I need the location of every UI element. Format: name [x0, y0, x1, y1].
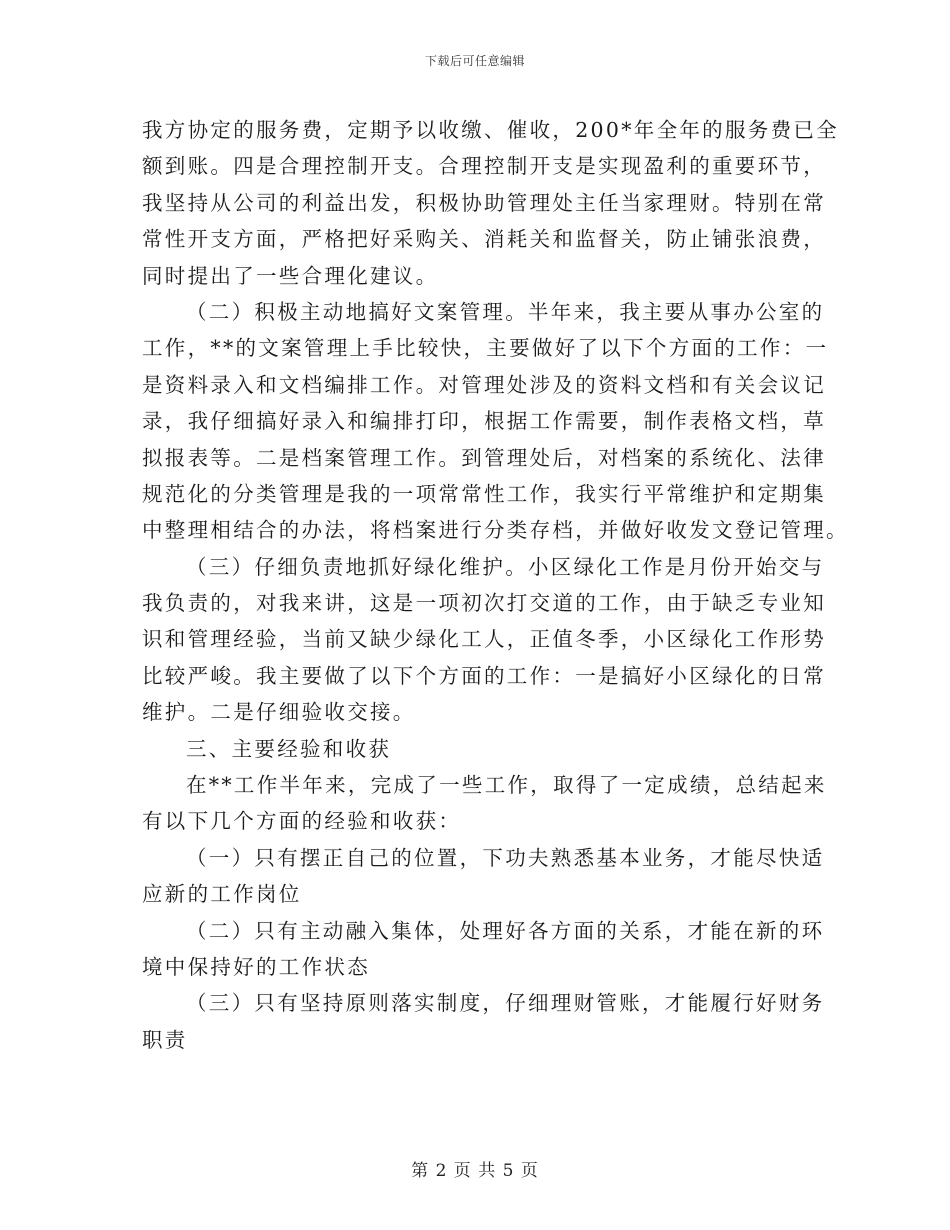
- text-line: 比较严峻。我主要做了以下个方面的工作：一是搞好小区绿化的日常: [142, 663, 826, 688]
- text-line: 录，我仔细搞好录入和编排打印，根据工作需要，制作表格文档，草: [142, 409, 826, 434]
- text-line: 我负责的，对我来讲，这是一项初次打交道的工作，由于缺乏专业知: [142, 591, 826, 616]
- text-line: 中整理相结合的办法，将档案进行分类存档，并做好收发文登记管理。: [142, 518, 849, 543]
- text-line: 拟报表等。二是档案管理工作。到管理处后，对档案的系统化、法律: [142, 445, 826, 470]
- page-header: 下载后可任意编辑: [424, 54, 525, 68]
- text-line: 职责: [142, 1027, 188, 1052]
- section-heading: 三、主要经验和收获: [186, 736, 392, 761]
- text-line: 是资料录入和文档编排工作。对管理处涉及的资料文档和有关会议记: [142, 372, 826, 397]
- text-line: 我坚持从公司的利益出发，积极协助管理处主任当家理财。特别在常: [142, 190, 826, 215]
- text-line: 我方协定的服务费，定期予以收缴、催收，200*年全年的服务费已全: [142, 118, 839, 142]
- paragraph-first-line: （三）仔细负责地抓好绿化维护。小区绿化工作是月份开始交与: [186, 554, 825, 579]
- paragraph-first-line: （二）积极主动地搞好文案管理。半年来，我主要从事办公室的: [186, 299, 825, 324]
- page-number: 第 2 页 共 5 页: [411, 1161, 539, 1181]
- text-line: 有以下几个方面的经验和收获：: [142, 809, 462, 834]
- text-line: 工作，**的文案管理上手比较快，主要做好了以下个方面的工作：一: [142, 336, 829, 361]
- text-line: 同时提出了一些合理化建议。: [142, 263, 439, 288]
- text-line: 额到账。四是合理控制开支。合理控制开支是实现盈利的重要环节，: [142, 154, 826, 179]
- text-line: 维护。二是仔细验收交接。: [142, 700, 416, 725]
- text-line: 识和管理经验，当前又缺少绿化工人，正值冬季，小区绿化工作形势: [142, 627, 826, 652]
- text-line: 规范化的分类管理是我的一项常常性工作，我实行平常维护和定期集: [142, 481, 826, 506]
- paragraph-first-line: （一）只有摆正自己的位置，下功夫熟悉基本业务，才能尽快适: [186, 845, 825, 870]
- paragraph-first-line: （三）只有坚持原则落实制度，仔细理财管账，才能履行好财务: [186, 991, 825, 1016]
- text-line: 应新的工作岗位: [142, 882, 302, 907]
- text-line: 常性开支方面，严格把好采购关、消耗关和监督关，防止铺张浪费，: [142, 227, 826, 252]
- paragraph-first-line: 在**工作半年来，完成了一些工作，取得了一定成绩，总结起来: [186, 773, 827, 798]
- paragraph-first-line: （二）只有主动融入集体，处理好各方面的关系，才能在新的环: [186, 918, 825, 943]
- document-body: [142, 112, 849, 1058]
- text-line: 境中保持好的工作状态: [142, 954, 370, 979]
